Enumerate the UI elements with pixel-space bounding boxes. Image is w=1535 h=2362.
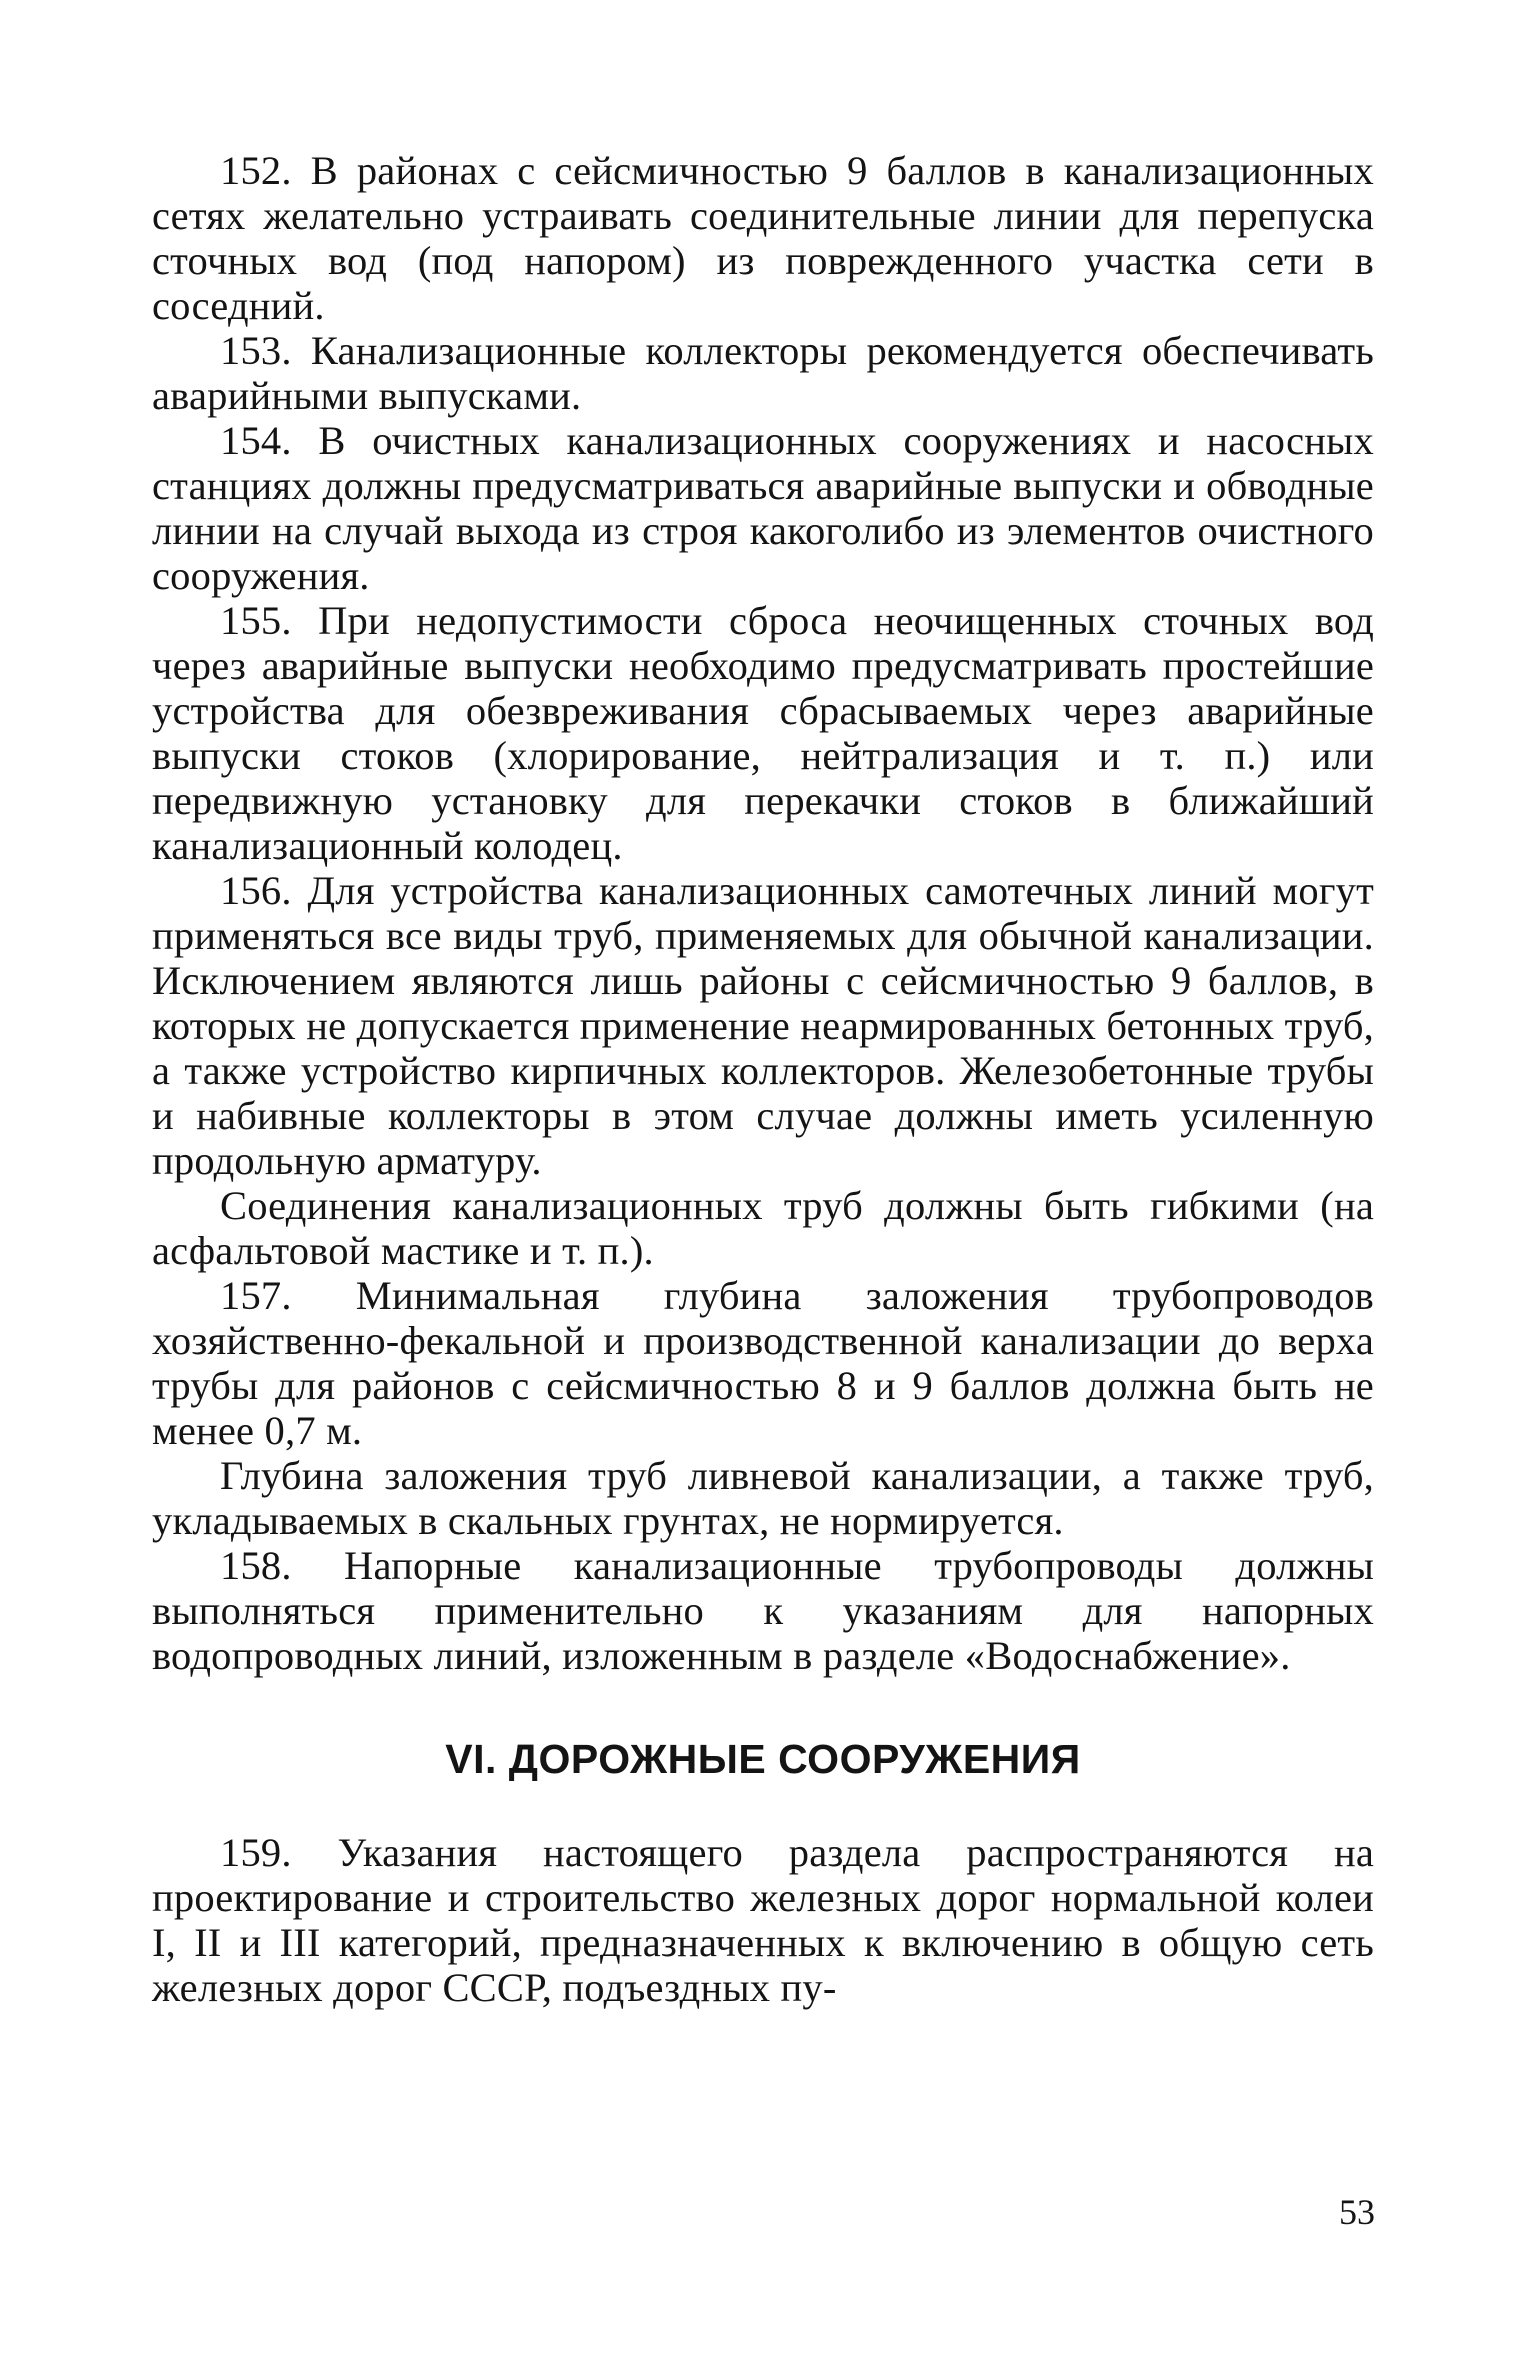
document-page [152,148,1374,2010]
paragraph-159: 159. Указания настоящего раздела распространяются на проектирование и строительство железных дорог нормальной колеи I, II и III категорий, предназначенных к включению в общую сеть железных дорог СССР, подъездных пу- [152,1830,1374,2010]
paragraph-154: 154. В очистных канализационных сооружениях и насосных станциях должны предусматриваться аварийные выпуски и обводные линии на случай выхода из строя какоголибо из элементов очистного сооружения. [152,418,1374,598]
paragraph-152: 152. В районах с сейсмичностью 9 баллов в канализационных сетях желательно устраивать соединительные линии для перепуска сточных вод (под напором) из поврежденного участка сети в соседний. [152,148,1374,328]
paragraph-156-joints: Соединения канализационных труб должны быть гибкими (на асфальтовой мастике и т. п.). [152,1183,1374,1273]
page-number: 53 [1339,2192,1375,2232]
paragraph-156: 156. Для устройства канализационных самотечных линий могут применяться все виды труб, применяемых для обычной канализации. Исключением являются лишь районы с сейсмичностью 9 баллов, в которых не допускается применение неармированных бетонных труб, а также устройство кирпичных коллекторов. Железобетонные трубы и набивные коллекторы в этом случае должны иметь усиленную продольную арматуру. [152,868,1374,1183]
paragraph-157: 157. Минимальная глубина заложения трубопроводов хозяйственно-фекальной и производственной канализации до верха трубы для районов с сейсмичностью 8 и 9 баллов должна быть не менее 0,7 м. [152,1273,1374,1453]
paragraph-153: 153. Канализационные коллекторы рекомендуется обеспечивать аварийными выпусками. [152,328,1374,418]
paragraph-158: 158. Напорные канализационные трубопроводы должны выполняться применительно к указаниям для напорных водопроводных линий, изложенным в разделе «Водоснабжение». [152,1543,1374,1678]
paragraph-157-storm: Глубина заложения труб ливневой канализации, а также труб, укладываемых в скальных грунтах, не нормируется. [152,1453,1374,1543]
section-heading: VI. ДОРОЖНЫЕ СООРУЖЕНИЯ [445,1736,1081,1782]
paragraph-155: 155. При недопустимости сброса неочищенных сточных вод через аварийные выпуски необходимо предусматривать простейшие устройства для обезвреживания сбрасываемых через аварийные выпуски стоков (хлорирование, нейтрализация и т. п.) или передвижную установку для перекачки стоков в ближайший канализационный колодец. [152,598,1374,868]
